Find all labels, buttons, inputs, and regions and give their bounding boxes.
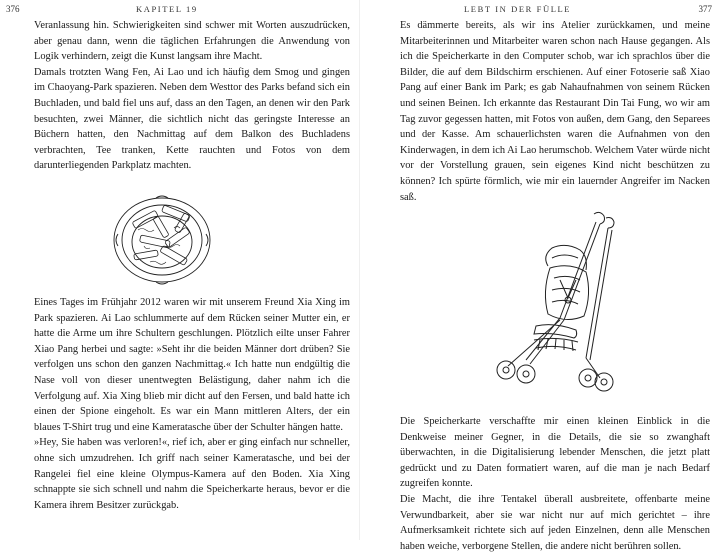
- right-text-bottom: [400, 414, 710, 554]
- left-paragraph-4: »Hey, Sie haben was verloren!«, rief ich, aber er ging einfach nur schneller, ohne sich umzudrehen. Ich griff nach seiner Kameratasche, und bei der Rangelei fiel eine kleine Olympus-Kamera auf den Boden. Xia Xing schnappte sie sich schnell und nahm die Speicherkarte heraus, bevor er die Kamera ihrem Besitzer zurückgab.: [34, 437, 350, 511]
- stroller-illustration: [490, 208, 618, 393]
- right-page-header: [404, 4, 712, 16]
- right-paragraph-3: Die Macht, die ihre Tentakel überall ausbreitete, offenbarte meine Verwundbarkeit, aber sie war nicht nur auf mich gerichtet – ihre Aufmerksamkeit richtete sich auf jeden Einzelnen, denn alle Menschen haben weiche, verborgene Stellen, die andere nicht berühren sollen.: [400, 493, 710, 552]
- left-paragraph-1: Veranlassung hin. Schwierigkeiten sind schwer mit Worten auszudrücken, aber genau dann, wenn die täglichen Erfahrungen die Anwendung von Logik verhindern, zeigt die Kunst langsam ihre Macht.: [34, 20, 350, 63]
- right-text-top: [400, 18, 710, 205]
- right-paragraph-2: Die Speicherkarte verschaffte mir einen kleinen Einblick in die Denkweise meiner Gegner, in die Details, die sie so zwanghaft überwachten, in die Digitalisierung lebender Menschen, die jetzt platt gedrückt und zu Daten formatiert waren, auf die man je nach Bedarf zugreifen konnte.: [400, 416, 710, 490]
- left-text-bottom: [34, 295, 350, 513]
- left-page-number: 376: [6, 4, 20, 14]
- left-text-top: [34, 18, 350, 174]
- left-paragraph-3: Eines Tages im Frühjahr 2012 waren wir mit unserem Freund Xia Xing im Park spazieren. Ai Lao schlummerte auf dem Rücken seiner Mutter ein, er hatte die Arme um ihre Schultern geschlungen. Plötzlich eilte unser Fahrer Xiao Pang herbei und sagte: »Seht ihr die beiden Männer dort drüben? Sie verfolgen uns schon den ganzen Nachmittag.« Ich hatte nun endgültig die Nase voll von dieser unentwegten Belästigung, daher nahm ich die Verfolgung auf. Xia Xing blieb mir dicht auf den Fersen, und bald hatte ich einen der Spione eingeholt. Es war ein Mann mittleren Alters, der ein blaues T-Shirt trug und eine Kameratasche über der Schulter hängen hatte.: [34, 297, 350, 433]
- left-paragraph-2: Damals trotzten Wang Fen, Ai Lao und ich häufig dem Smog und gingen im Chaoyang-Park spazieren. Neben dem Westtor des Parks befand sich ein Buchladen, und bald fiel uns auf, dass an den Tagen, an denen wir den Park besuchten, zwei Männer, die sichtlich nicht das geringste Interesse an Büchern hatten, den Nachmittag auf dem Balkon des Buchladens verbrachten, Tee tranken, Kette rauchten und Fotos von dem darunterliegenden Parkplatz machten.: [34, 66, 350, 172]
- left-running-head: KAPITEL 19: [136, 4, 198, 14]
- right-paragraph-1: Es dämmerte bereits, als wir ins Atelier zurückkamen, und meine Mitarbeiterinnen und Mitarbeiter waren schon nach Hause gegangen. Als ich die Speicherkarte in den Computer schob, war ich sprachlos über die Bilder, die auf dem Bildschirm erschienen. Auf einer Fotoserie saß Xiao Pang auf einer Bank im Park; es gab Nahaufnahmen von seinem Rücken und seinen Beinen. Ich erkannte das Restaurant Din Tai Fung, wo wir am Tag zuvor gegessen hatten, mit Fotos von außen, dem Gang, den Separees und der Kasse. Am schauerlichsten waren die Aufnahmen von den Kinderwagen, in dem ich Ai Lao herumschob. Welchem Vater würde nicht vor der Vorstellung grauen, sein eigenes Kind nicht beschützen zu können? Ich spürte förmlich, wie mir ein lauernder Angreifer im Nacken saß.: [400, 20, 710, 203]
- left-page-header: [6, 4, 346, 16]
- right-running-head: LEBT IN DER FÜLLE: [464, 4, 572, 14]
- ashtray-illustration: [110, 190, 214, 286]
- right-page-number: 377: [698, 4, 712, 14]
